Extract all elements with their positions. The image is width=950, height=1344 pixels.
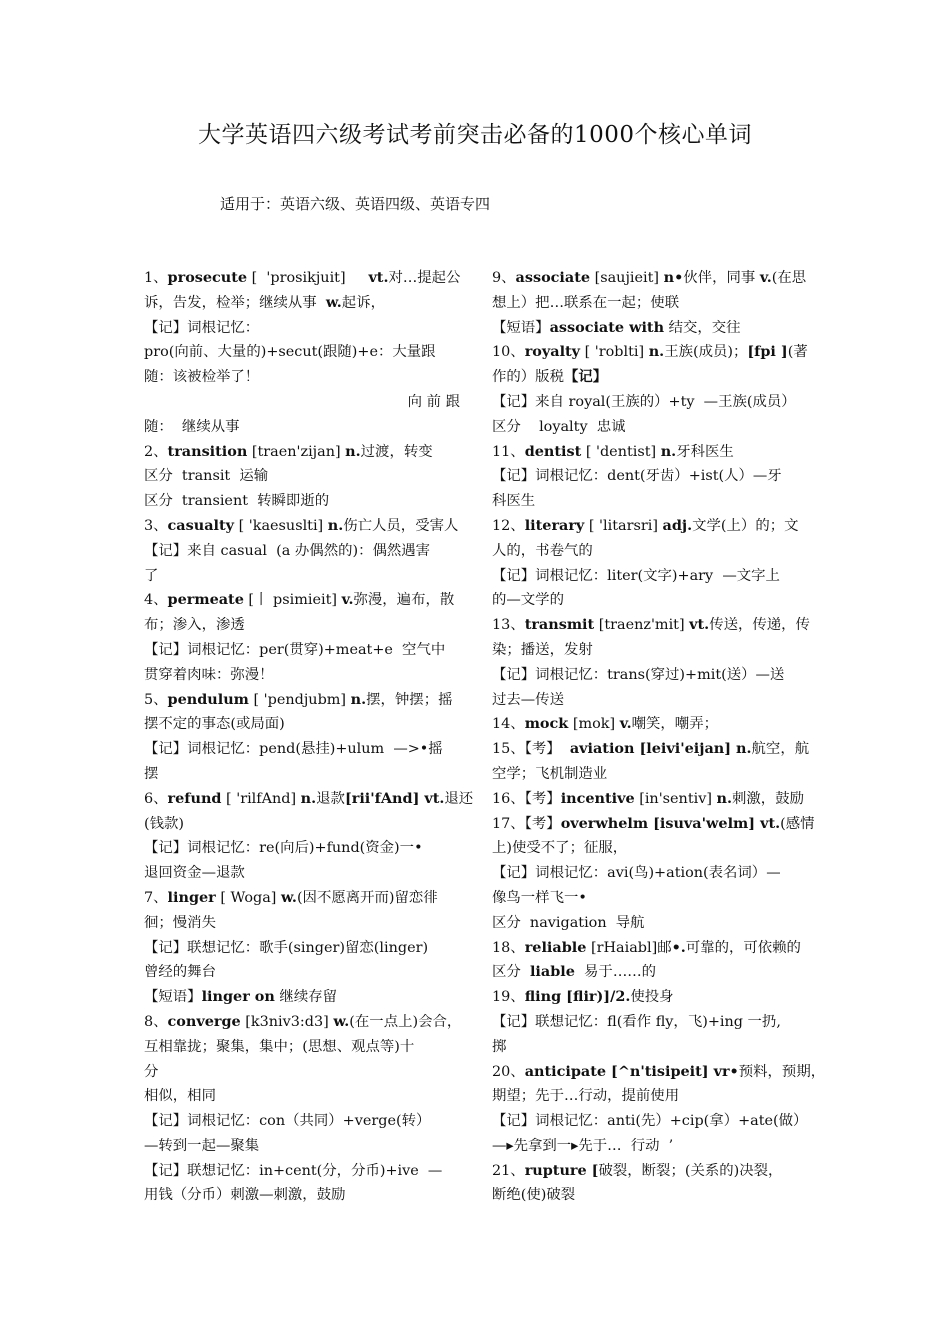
text-segment: 预料，预期， [738,1063,826,1080]
text-segment: [traenz'mit] [594,617,690,634]
text-line [144,489,460,514]
bold-text: fling [flir)]/2. [524,988,631,1006]
text-segment: 断绝(使)破裂 [492,1187,576,1204]
text-segment: 【记】联想记忆：in+cent(分，分币)+ive — [144,1162,443,1179]
text-line [144,1035,460,1060]
text-line [492,911,810,936]
text-segment: 嘲笑，嘲弄； [631,716,718,733]
bold-text: n. [300,789,317,807]
text-segment: 上)使受不了；征服， [492,840,628,857]
text-line [492,1084,810,1109]
text-segment: 【记】词根记忆： [144,319,260,336]
text-segment: 易于……的 [574,964,656,981]
text-line [144,365,460,390]
text-segment: (感情 [780,815,815,832]
text-segment: 诉，告发，检举；继续从事 [144,294,326,311]
text-line [144,638,460,663]
text-line [144,514,460,539]
text-line [144,415,460,440]
text-segment: 【记】联想记忆：fl(看作 fly，飞)+ing 一扔, [492,1013,781,1030]
text-line [144,712,460,737]
bold-text: transmit [524,616,595,634]
text-segment: 作的）版税 [492,369,564,386]
text-line [492,936,810,961]
text-segment: 掷 [492,1038,507,1055]
text-segment: 2、 [144,443,168,460]
bold-text: linger [167,888,216,906]
text-segment: 过去—传送 [492,691,564,708]
bold-text: n. [648,343,665,361]
text-line [492,1159,810,1184]
text-line [144,316,460,341]
text-line [144,762,460,787]
text-line [492,1010,810,1035]
text-line [144,861,460,886]
text-line [492,812,815,837]
text-line [492,836,810,861]
text-segment: 5、 [144,691,168,708]
text-segment: 3、 [144,517,168,534]
text-segment: 【记】词根记忆：con（共同）+verge(转） [144,1113,431,1130]
text-line [492,1060,826,1085]
text-line [492,886,810,911]
bold-text: vt. [368,269,389,286]
text-segment: 【短语】 [492,319,550,336]
text-segment: 曾经的舞台 [144,964,216,981]
bold-text: literary [524,516,585,534]
text-segment: 贯穿着肉味：弥漫！ [144,666,274,683]
text-line [144,564,460,589]
text-line [144,1134,460,1159]
text-line [492,514,810,539]
text-segment: 19、 [492,989,525,1006]
text-line [492,737,810,762]
bold-text: anticipate [^n'tisipeit] vr• [524,1062,739,1080]
text-segment: 刺激，鼓励 [732,790,804,807]
bold-text: associate [515,269,591,286]
text-segment: 区分 navigation 导航 [492,914,645,931]
bold-text: associate with [549,318,665,336]
text-segment: 【记】联想记忆：歌手(singer)留恋(linger) [144,939,429,956]
text-segment: 使投身 [630,989,674,1006]
text-segment: 区分 transit 运输 [144,468,269,485]
text-line [492,762,810,787]
text-segment: (在一点上)会合， [349,1013,462,1030]
text-segment: 退还 [444,790,474,807]
text-segment: 期望；先于…行动，提前使用 [492,1088,680,1105]
text-segment: [traen'zijan] [247,443,346,460]
bold-text: v. [759,269,772,286]
text-segment: (钱款) [144,815,185,832]
text-segment: 用钱（分币）刺激—刺激，鼓励 [144,1187,346,1204]
right-column [492,266,826,1208]
text-line [144,1183,460,1208]
bold-text: [rii'fAnd] vt. [344,789,445,807]
text-segment: 【记】来自 royal(王族的）+ty —王族(成员） [492,393,796,410]
text-segment: (著 [787,344,808,361]
text-line [144,613,460,638]
text-segment: 文学(上）的；文 [692,517,799,534]
text-segment: 继续存留 [274,989,337,1006]
bold-text: mock [524,715,569,733]
text-segment: 随：该被检举了！ [144,369,260,386]
text-line [492,415,810,440]
text-segment: 11、 [492,443,525,460]
text-segment: 10、 [492,344,525,361]
text-segment: 染；播送，发射 [492,641,593,658]
bold-text: incentive [560,789,635,807]
text-line [492,712,810,737]
text-segment: 相似，相同 [144,1088,216,1105]
text-segment: 徊；慢消失 [144,914,216,931]
bold-text: reliable [524,938,587,956]
left-column [144,266,474,1208]
bold-text: royalty [524,343,581,361]
text-segment: 4、 [144,592,168,609]
text-segment: 破裂，断裂；(关系的)决裂， [598,1162,783,1179]
text-segment: 8、 [144,1013,168,1030]
text-segment: 18、 [492,939,525,956]
bold-text: refund [167,789,222,807]
text-segment: 想上）把…联系在一起；使联 [492,294,680,311]
bold-text: w. [333,1012,350,1030]
page-subtitle: 适用于：英语六级、英语四级、英语专四 [220,195,491,213]
text-segment: 【记】来自 casual (a 办偶然的)：偶然遇害 [144,542,431,559]
text-segment: pro(向前、大量的)+secut(跟随)+e：大量跟 [144,344,436,361]
text-segment: 传送，传递，传 [709,617,810,634]
text-segment: 科医生 [492,493,536,510]
text-segment: 区分 transient 转瞬即逝的 [144,493,330,510]
text-line [492,613,810,638]
text-segment: 航空，航 [751,741,810,758]
text-segment: [ 'dentist] [581,443,661,460]
text-line [492,365,810,390]
text-line [492,340,810,365]
text-segment: [in'sentiv] [634,790,717,807]
text-segment: 空学；飞机制造业 [492,765,608,782]
text-line [492,985,810,1010]
text-segment: 17、【考】 [492,815,561,832]
text-segment: 摆，钟摆；摇 [366,691,453,708]
text-segment: 王族(成员)； [664,344,748,361]
text-segment: 13、 [492,617,525,634]
text-segment: 【记】词根记忆：anti(先）+cip(拿）+ate(做） [492,1113,808,1130]
bold-text: prosecute [167,269,248,286]
bold-text: •. [671,938,686,956]
text-line [144,1010,460,1035]
text-segment: 【记】词根记忆：avi(鸟)+ation(表名词）— [492,865,781,882]
text-line [144,737,460,762]
bold-text: pendulum [167,690,249,708]
text-line [492,1183,810,1208]
text-segment: —转到一起—聚集 [144,1137,260,1154]
text-segment: 退回资金—退款 [144,865,245,882]
text-line [144,1084,460,1109]
text-line [144,663,460,688]
text-segment: 14、 [492,716,525,733]
text-segment: 区分 loyalty 忠诚 [492,418,626,435]
text-line [492,638,810,663]
text-line [492,489,810,514]
bold-text: [fpi ] [747,343,788,361]
bold-text: aviation [leivi'eijan] n. [569,740,752,758]
bold-text: adj. [662,516,693,534]
text-segment: 【记】词根记忆：pend(悬挂)+ulum —>•摇 [144,741,443,758]
text-segment: 1、 [144,270,168,286]
text-line [492,1035,810,1060]
bold-text: 【记】 [563,368,608,386]
text-line [492,960,810,985]
text-segment: 对…提起公 [388,270,461,286]
bold-text: transition [167,442,248,460]
text-line [144,960,460,985]
bold-text: w. [325,293,342,311]
text-line [492,464,810,489]
text-line [144,936,460,961]
text-line [144,1159,460,1184]
text-segment: 互相靠拢；聚集，集中；(思想、观点等)十 [144,1038,415,1055]
text-segment: 像鸟一样飞一• [492,889,587,906]
text-segment: 弥漫，遍布，散 [353,592,455,609]
text-segment: [ 'litarsri] [584,517,663,534]
text-segment: (因不愿离开而)留恋徘 [296,889,438,906]
text-line [144,390,460,415]
text-segment: [ 'prosikjuit] [247,270,369,286]
bold-text: linger on [201,988,275,1006]
text-line [144,1060,460,1085]
text-segment: 结交，交往 [664,319,741,336]
text-line [144,291,460,316]
text-segment: 分 [144,1063,159,1080]
text-segment: 退款 [316,790,345,807]
text-segment: 了 [144,567,159,584]
text-line [144,539,460,564]
text-segment: [mok] [568,716,620,733]
text-segment: 12、 [492,517,525,534]
text-segment: 20、 [492,1063,525,1080]
text-segment: 9、 [492,270,516,286]
text-segment: 【记】词根记忆：dent(牙齿）+ist(人）—牙 [492,468,782,485]
bold-text: n. [660,442,677,460]
text-segment: 15、【考】 [492,741,570,758]
text-line [492,539,810,564]
bold-text: vt. [689,616,710,634]
bold-text: casualty [167,516,234,534]
text-line [144,688,460,713]
text-line [492,588,810,613]
text-line [492,1134,810,1159]
text-segment: 【记】词根记忆：per(贯穿)+meat+e 空气中 [144,641,446,658]
text-segment: 【短语】 [144,989,202,1006]
text-segment: 摆不定的事态(或局面) [144,716,285,733]
text-segment: —▸先拿到一▸先于… 行动 ’ [492,1137,674,1154]
bold-text: converge [167,1012,241,1030]
text-segment: 的—文学的 [492,592,564,609]
text-segment: 7、 [144,889,168,906]
bold-text: n. [350,690,367,708]
text-segment: [rHaiabl]邮 [586,939,672,956]
bold-text: n. [345,442,361,460]
text-line [144,464,460,489]
text-line [144,911,460,936]
text-segment: [k3niv3:d3] [240,1013,334,1030]
text-segment: 伤亡人员，受害人 [343,517,459,534]
bold-text: permeate [167,591,244,609]
text-line [492,787,810,812]
text-segment: [ 'pendjubm] [248,691,351,708]
text-segment: 【记】词根记忆：trans(穿过)+mit(送）—送 [492,666,785,683]
bold-text: n• [663,269,684,286]
text-line [492,663,810,688]
bold-text: rupture [ [524,1161,599,1179]
bold-text: w. [280,888,297,906]
text-line [492,266,810,291]
text-line [144,836,460,861]
text-line [144,266,460,291]
text-segment: 随： 继续从事 [144,418,240,435]
text-line [144,440,460,465]
text-line [492,440,810,465]
bold-text: overwhelm [isuva'welm] vt. [560,814,781,832]
text-line [144,588,460,613]
text-segment: 【记】词根记忆：liter(文字)+ary —文字上 [492,567,780,584]
text-line [144,886,460,911]
text-line [144,340,460,365]
text-line [492,564,810,589]
text-segment: 人的，书卷气的 [492,542,593,559]
text-segment: 6、 [144,790,168,807]
text-segment: 牙科医生 [676,443,734,460]
text-segment: [saujieit] [590,270,664,286]
text-segment: 起诉， [341,294,385,311]
text-segment: 摆 [144,765,159,782]
text-line [492,688,810,713]
bold-text: n. [716,789,733,807]
text-segment: [ 'kaesuslti] [234,517,328,534]
bold-text: v. [341,591,354,609]
text-segment: 布；渗入，渗透 [144,617,245,634]
text-line [144,787,474,812]
text-line [144,1109,460,1134]
text-segment: [ 'rilfAnd] [221,790,301,807]
text-line [492,1109,810,1134]
page-title: 大学英语四六级考试考前突击必备的1000个核心单词 [197,122,753,148]
text-segment: 16、【考】 [492,790,561,807]
text-segment: [ Woga] [215,889,281,906]
text-segment: [ 'roblti] [580,344,649,361]
text-line [492,316,810,341]
text-segment: 可靠的，可依赖的 [685,939,801,956]
text-line [492,390,810,415]
text-segment: 伙伴，同事 [683,270,760,286]
text-segment: (在思 [771,270,807,286]
bold-text: n. [327,516,344,534]
text-segment: 21、 [492,1162,525,1179]
bold-text: dentist [524,442,582,460]
text-segment: [丨 psimieit] [243,592,342,609]
bold-text: v. [619,715,632,733]
text-line [144,812,460,837]
text-line [492,861,810,886]
text-segment: 区分 [492,964,530,981]
text-line [492,291,810,316]
bold-text: liable [529,963,575,981]
text-segment: 向 前 跟 [407,393,460,410]
text-segment: 【记】词根记忆：re(向后)+fund(资金)一• [144,840,423,857]
text-segment: 过渡，转变 [360,443,433,460]
text-line [144,985,460,1010]
